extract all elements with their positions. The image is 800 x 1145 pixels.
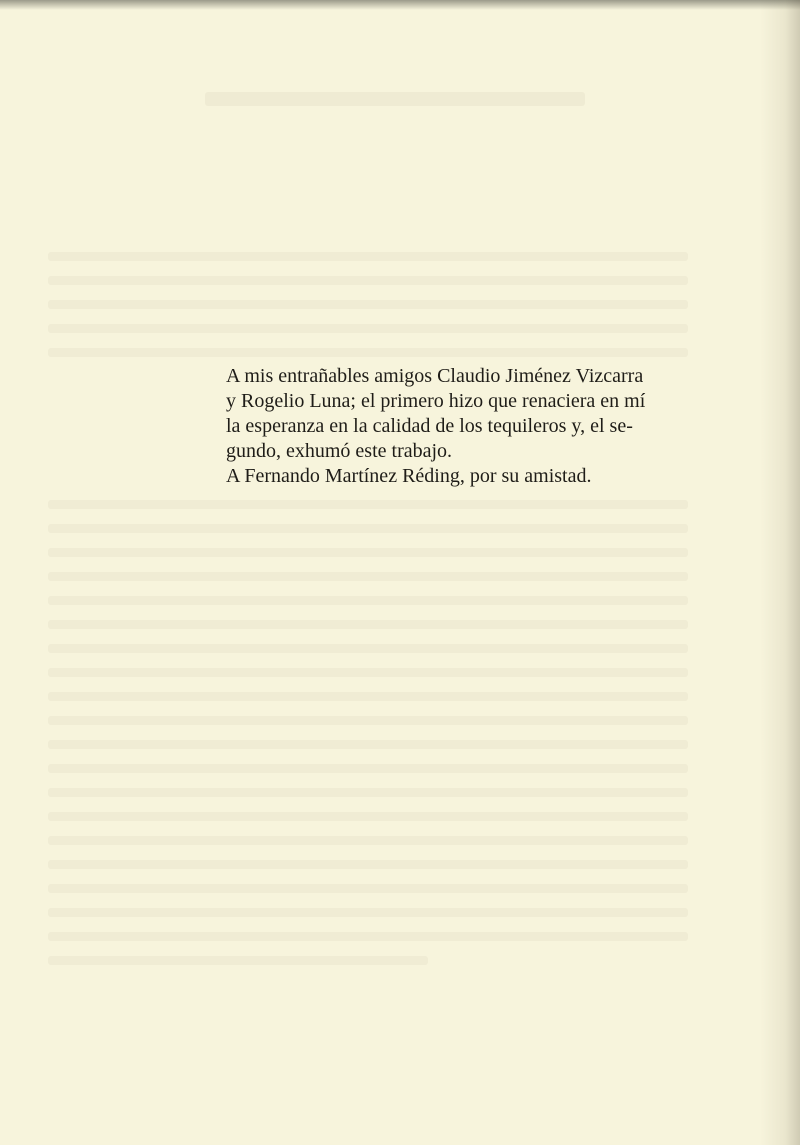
show-through-line [48, 836, 688, 845]
show-through-line [48, 500, 688, 509]
dedication-line: la esperanza en la calidad de los tequileros y, el se- [226, 415, 633, 437]
show-through-line [48, 324, 688, 333]
dedication-line: gundo, exhumó este trabajo. [226, 440, 453, 462]
show-through-line [48, 812, 688, 821]
show-through-line [48, 956, 428, 965]
show-through-line [48, 692, 688, 701]
show-through-line [48, 884, 688, 893]
show-through-line [48, 348, 688, 357]
show-through-line [48, 252, 688, 261]
dedication-line: A mis entrañables amigos Claudio Jiménez Vizcarra [226, 365, 644, 387]
show-through-line [48, 596, 688, 605]
show-through-line [48, 524, 688, 533]
show-through-line [48, 572, 688, 581]
show-through-line [48, 620, 688, 629]
dedication-text [226, 364, 696, 489]
show-through-title [205, 92, 585, 106]
show-through-line [48, 548, 688, 557]
show-through-line [48, 276, 688, 285]
show-through-line [48, 932, 688, 941]
show-through-line [48, 860, 688, 869]
show-through-line [48, 764, 688, 773]
show-through-line [48, 716, 688, 725]
show-through-line [48, 668, 688, 677]
dedication-line: A Fernando Martínez Réding, por su amistad. [226, 465, 592, 487]
dedication-line: y Rogelio Luna; el primero hizo que renaciera en mí [226, 390, 646, 412]
show-through-line [48, 908, 688, 917]
show-through-line [48, 788, 688, 797]
show-through-line [48, 644, 688, 653]
show-through-line [48, 740, 688, 749]
show-through-line [48, 300, 688, 309]
